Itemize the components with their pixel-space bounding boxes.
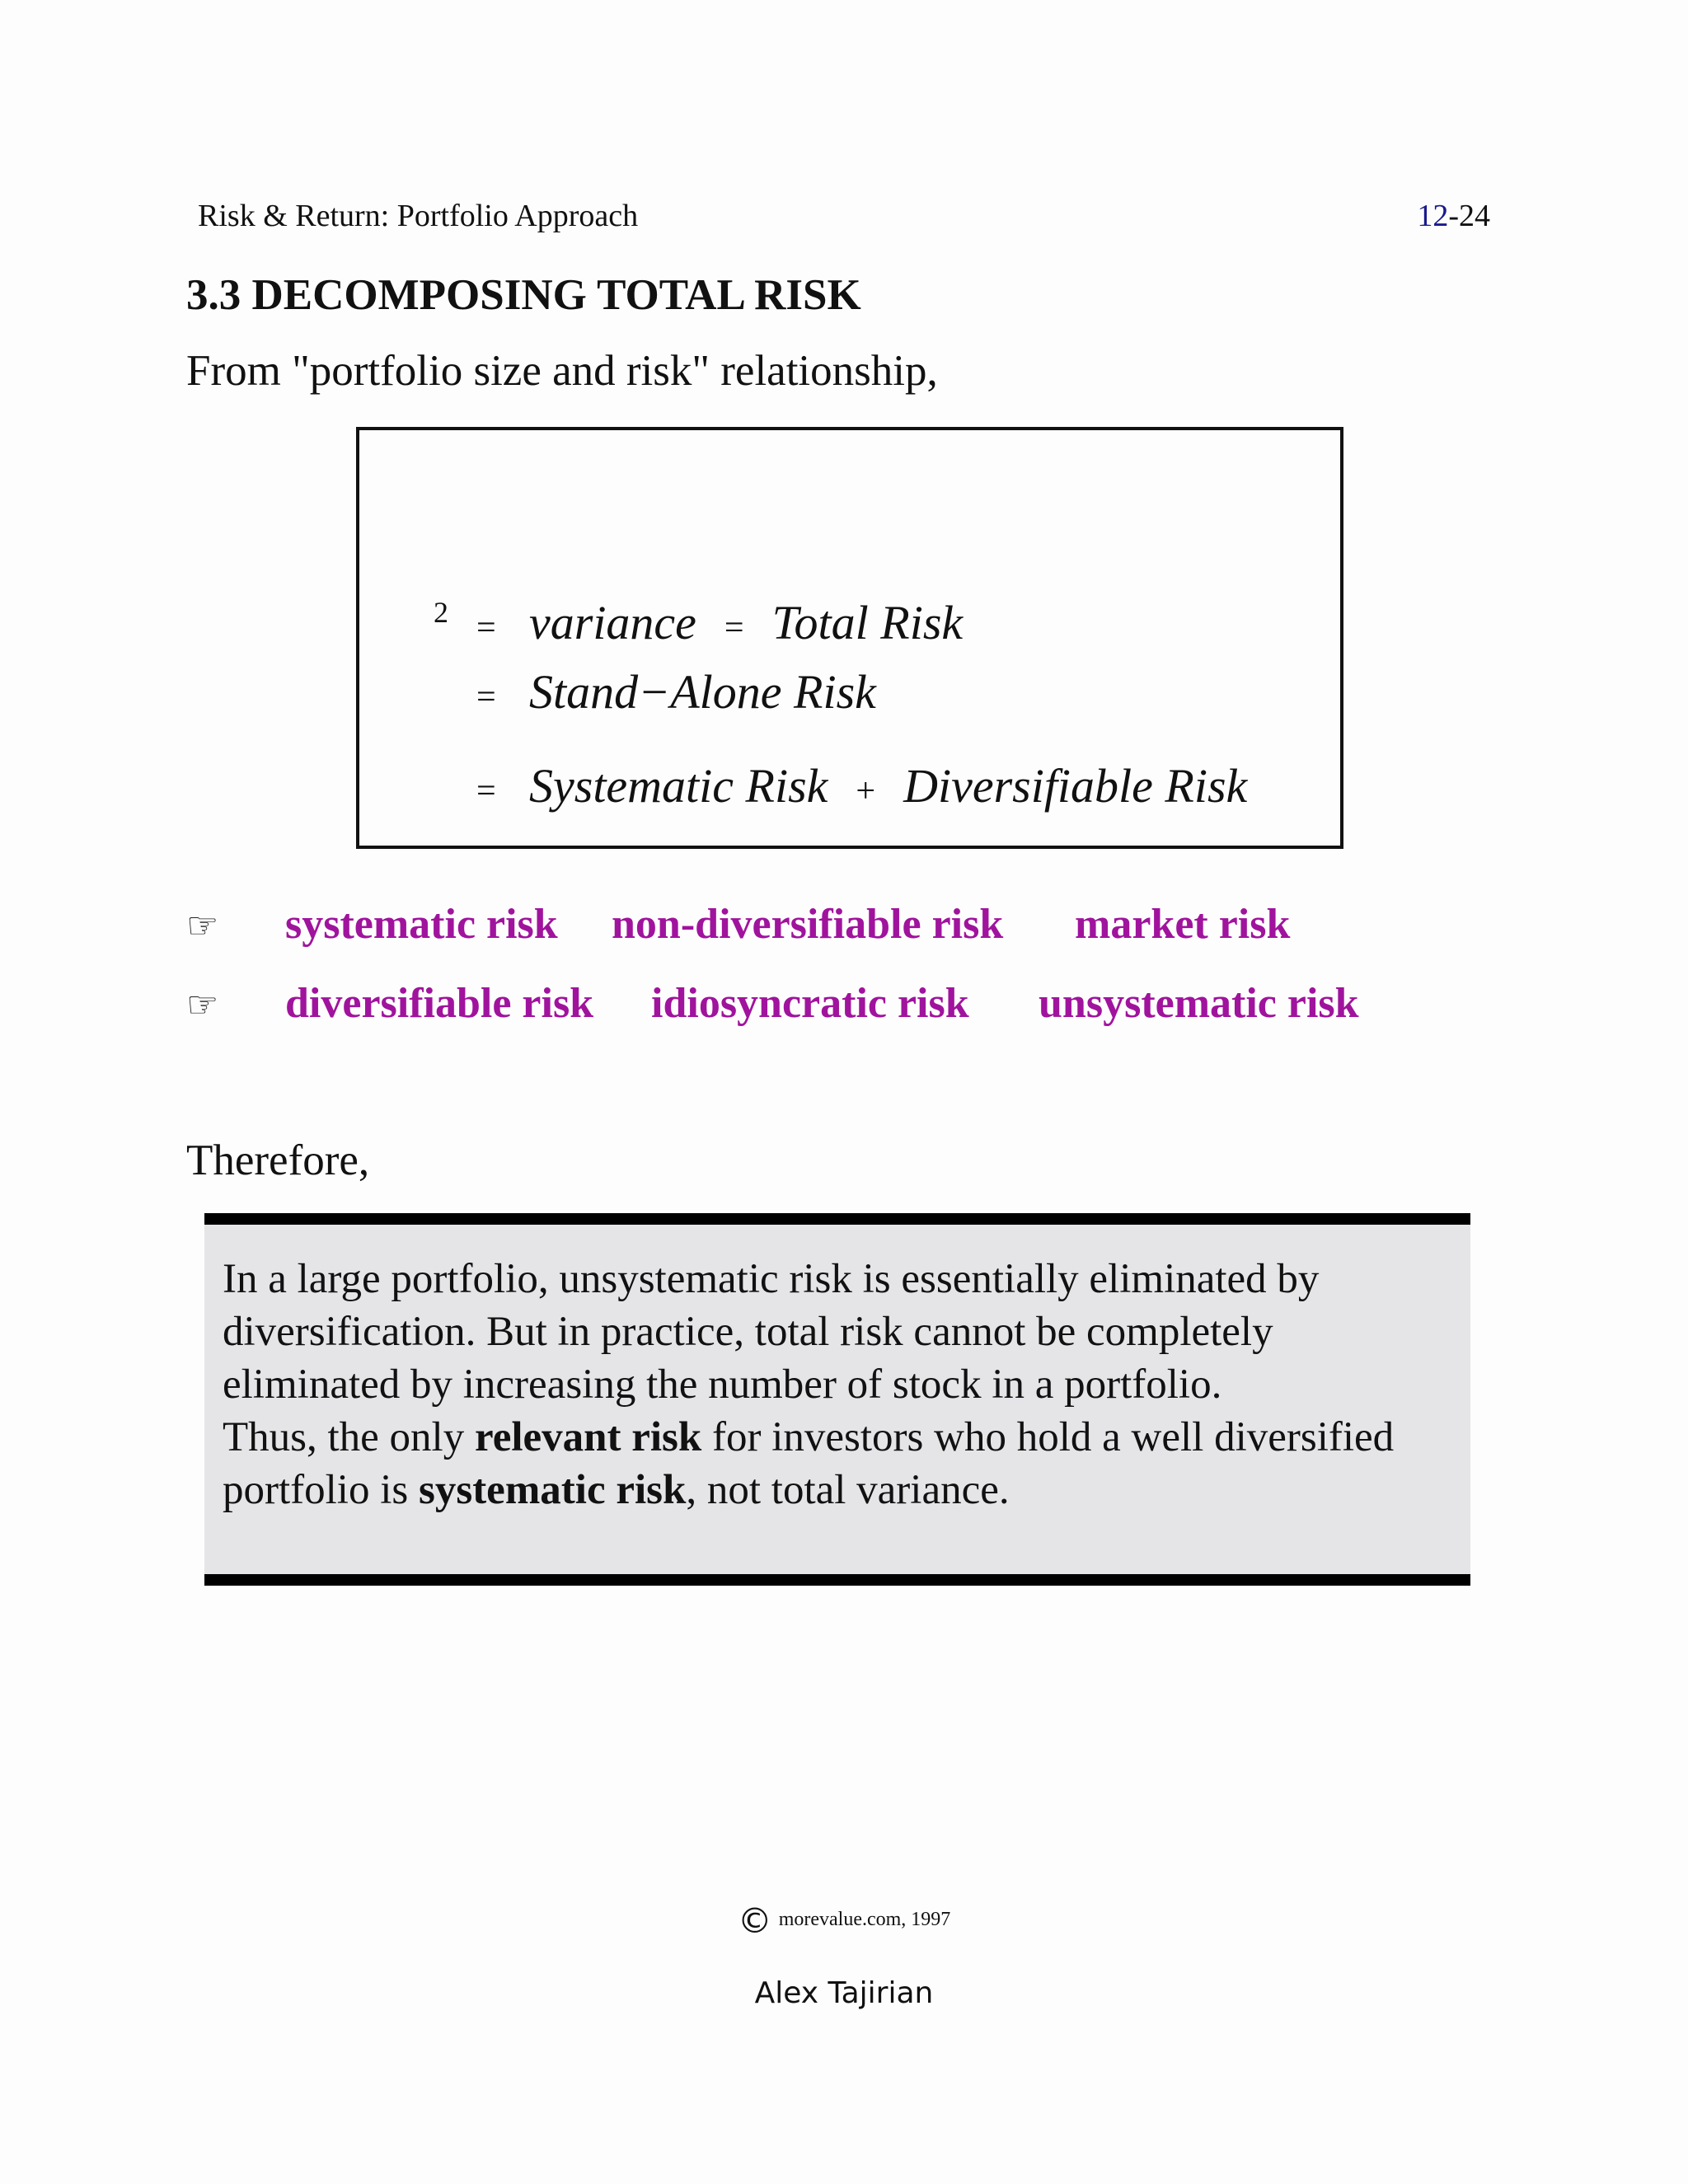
callout-text: , not total variance. — [686, 1467, 1010, 1513]
page-suffix: -24 — [1448, 199, 1490, 233]
copyright-text: morevalue.com, 1997 — [778, 1909, 951, 1931]
plus-sign: + — [856, 771, 876, 810]
term-systematic-risk: systematic risk — [285, 901, 558, 948]
therefore-text: Therefore, — [186, 1137, 370, 1184]
callout-text: Thus, the only — [223, 1414, 475, 1460]
footer-author: Alex Tajirian — [754, 1976, 934, 2010]
section-title: 3.3 DECOMPOSING TOTAL RISK — [186, 271, 861, 319]
term-idiosyncratic-risk: idiosyncratic risk — [651, 980, 969, 1027]
term-non-diversifiable-risk: non-diversifiable risk — [612, 901, 1004, 948]
pointing-hand-icon: ☞ — [186, 905, 219, 947]
term-market-risk: market risk — [1075, 901, 1291, 948]
formula-row-2 — [476, 664, 876, 719]
equals-sign: = — [476, 771, 496, 810]
callout-text: for investors who hold a well diversified portfolio is — [223, 1414, 1395, 1513]
systematic-risk-emphasis: systematic risk — [419, 1467, 687, 1513]
callout-paragraph-1: In a large portfolio, unsystematic risk is essentially eliminated by diversification. But in practice, total risk cannot be completely eliminated by increasing the number of stock in a portfolio. — [223, 1256, 1320, 1408]
formula-systematic-risk: Systematic Risk — [529, 759, 828, 813]
chapter-number: 12 — [1417, 199, 1449, 233]
formula-row-1 — [476, 595, 963, 650]
footer-copyright — [0, 1900, 1688, 1941]
formula-stand-alone-risk: Stand−Alone Risk — [529, 665, 876, 719]
copyright-icon: © — [737, 1900, 772, 1941]
equals-sign: = — [724, 608, 744, 647]
pointing-hand-icon: ☞ — [186, 984, 219, 1026]
intro-text: From "portfolio size and risk" relationship, — [186, 347, 938, 395]
formula-row-3 — [476, 758, 1247, 813]
equals-sign: = — [476, 608, 496, 647]
formula-diversifiable-risk: Diversifiable Risk — [903, 759, 1248, 813]
term-diversifiable-risk: diversifiable risk — [285, 980, 594, 1027]
header-title: Risk & Return: Portfolio Approach — [198, 199, 639, 233]
term-unsystematic-risk: unsystematic risk — [1039, 980, 1359, 1027]
equals-sign: = — [476, 677, 496, 716]
terms-line-systematic — [186, 900, 1290, 949]
page-number — [1417, 198, 1490, 234]
formula-variance: variance — [529, 596, 696, 649]
formula-total-risk: Total Risk — [771, 596, 964, 649]
conclusion-callout — [204, 1213, 1470, 1586]
formula-box — [356, 427, 1343, 849]
callout-paragraph-2 — [223, 1411, 1459, 1516]
formula-superscript: 2 — [434, 596, 448, 629]
terms-line-diversifiable — [186, 979, 1359, 1028]
relevant-risk-emphasis: relevant risk — [474, 1414, 702, 1460]
